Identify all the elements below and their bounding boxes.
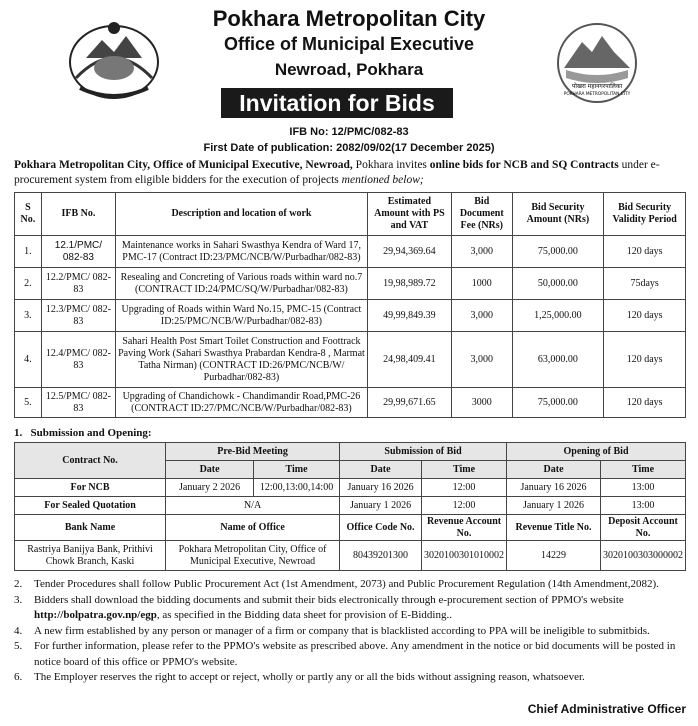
cell-validity: 120 days [604, 300, 686, 332]
cell-desc: Upgrading of Chandichowk - Chandimandir Road,PMC-26 (CONTRACT ID:27/PMC/NCB/W/Purbadhar/082-83) [116, 388, 368, 418]
table-row [15, 388, 686, 418]
sub-time-header: Time [422, 461, 507, 479]
sq-prebid: N/A [166, 497, 340, 515]
signoff: Chief Administrative Officer [527, 702, 686, 716]
note-item [14, 639, 686, 670]
ncb-label: For NCB [15, 479, 166, 497]
submission-title: Submission and Opening: [30, 427, 152, 439]
contract-no-header: Contract No. [15, 443, 166, 479]
note-item [14, 670, 686, 686]
cell-validity: 120 days [604, 332, 686, 388]
opening-header: Opening of Bid [507, 443, 686, 461]
ncb-prebid-time: 12:00,13:00,14:00 [254, 479, 340, 497]
logo-text-english: POKHARA METROPOLITAN CITY [563, 92, 631, 97]
cell-ifb: 12.1/PMC/ 082-83 [41, 236, 115, 268]
cell-security: 50,000.00 [512, 268, 604, 300]
submission-header-row [15, 443, 686, 461]
ppmo-link[interactable]: http://bolpatra.gov.np/egp [34, 609, 157, 621]
col-sn: S No. [15, 193, 42, 236]
logo-text-nepali: पोखरा महानगरपालिका [571, 83, 623, 90]
prebid-date-header: Date [166, 461, 254, 479]
cell-security: 1,25,000.00 [512, 300, 604, 332]
intro-bold-2: online bids for NCB and SQ Contracts [429, 159, 619, 171]
sub-date-header: Date [340, 461, 422, 479]
cell-validity: 120 days [604, 236, 686, 268]
cell-security: 63,000.00 [512, 332, 604, 388]
submission-number: 1. [14, 427, 23, 439]
prebid-header: Pre-Bid Meeting [166, 443, 340, 461]
ncb-prebid-date: January 2 2026 [166, 479, 254, 497]
page-title: Pokhara Metropolitan City [212, 6, 486, 31]
cell-sn: 2. [15, 268, 42, 300]
cell-amount: 24,98,409.41 [367, 332, 451, 388]
cell-amount: 19,98,989.72 [367, 268, 451, 300]
revenue-title: 14229 [507, 541, 601, 571]
submission-table [14, 442, 686, 571]
sq-sub-date: January 1 2026 [340, 497, 422, 515]
revenue-account: 3020100301010002 [422, 541, 507, 571]
note-text: For further information, please refer to the PPMO's website as prescribed above. Any amendment in the notice or bid documents will be posted in notice board of this office or PPMO's website. [34, 640, 676, 668]
works-table [14, 192, 686, 418]
cell-ifb: 12.5/PMC/ 082-83 [41, 388, 115, 418]
cell-desc: Maintenance works in Sahari Swasthya Kendra of Ward 17, PMC-17 (Contract ID:23/PMC/NCB/W/Purbadhar/082-83) [116, 236, 368, 268]
cell-ifb: 12.3/PMC/ 082-83 [41, 300, 115, 332]
sq-row [15, 497, 686, 515]
note-text: Bidders shall download the bidding documents and submit their bids electronically through e-procurement section of PPMO's website [34, 593, 624, 606]
note-text: The Employer reserves the right to accept or reject, wholly or partly any or all the bids without assigning reason, whatsoever. [34, 671, 585, 683]
note-text: A new firm established by any person or manager of a firm or company that is blacklisted according to PPA will be ineligible to submitbids. [34, 624, 650, 637]
cell-desc: Resealing and Concreting of Various roads within ward no.7 (CONTRACT ID:24/PMC/SQ/W/Purbadhar/082-83) [116, 268, 368, 300]
cell-amount: 49,99,849.39 [367, 300, 451, 332]
cell-validity: 75days [604, 268, 686, 300]
cell-security: 75,000.00 [512, 388, 604, 418]
office-code: 80439201300 [340, 541, 422, 571]
cell-sn: 4. [15, 332, 42, 388]
ncb-row [15, 479, 686, 497]
col-security: Bid Security Amount (NRs) [512, 193, 604, 236]
col-amount: Estimated Amount with PS and VAT [367, 193, 451, 236]
intro-paragraph [14, 158, 684, 188]
ncb-sub-time: 12:00 [422, 479, 507, 497]
cell-fee: 1000 [451, 268, 512, 300]
note-text-2: , as specified in the Bidding data sheet for provision of E-Bidding.. [156, 609, 452, 621]
table-row [15, 332, 686, 388]
cell-amount: 29,99,671.65 [367, 388, 451, 418]
cell-fee: 3000 [451, 388, 512, 418]
cell-ifb: 12.2/PMC/ 082-83 [41, 268, 115, 300]
submission-header: Submission of Bid [340, 443, 507, 461]
intro-bold: Pokhara Metropolitan City, Office of Municipal Executive, Newroad, [14, 159, 353, 171]
cell-fee: 3,000 [451, 236, 512, 268]
table-row [15, 236, 686, 268]
table-row [15, 268, 686, 300]
cell-validity: 120 days [604, 388, 686, 418]
cell-desc: Upgrading of Roads within Ward No.15, PMC-15 (Contract ID:25/PMC/NCB/W/Purbadhar/082-83) [116, 300, 368, 332]
notes-list [14, 577, 686, 686]
intro-text-2: under e-procurement system from eligible bidders for the execution of projects [14, 159, 660, 186]
col-desc: Description and location of work [116, 193, 368, 236]
ncb-sub-date: January 16 2026 [340, 479, 422, 497]
note-number: 3. [14, 593, 23, 606]
bank-header-row [15, 515, 686, 541]
ncb-open-time: 13:00 [601, 479, 686, 497]
open-time-header: Time [601, 461, 686, 479]
prebid-time-header: Time [254, 461, 340, 479]
office-name: Office of Municipal Executive [223, 34, 475, 54]
bank-name: Rastriya Banijya Bank, Prithivi Chowk Branch, Kaski [15, 541, 166, 571]
deposit-account: 3020100303000002 [601, 541, 686, 571]
ifb-number: IFB No: 12/PMC/082-83 [289, 126, 409, 138]
cell-sn: 5. [15, 388, 42, 418]
office-code-header: Office Code No. [340, 515, 422, 541]
intro-text-1: Pokhara invites [352, 159, 430, 171]
cell-sn: 1. [15, 236, 42, 268]
cell-fee: 3,000 [451, 300, 512, 332]
note-item [14, 577, 686, 593]
office-name-cell: Pokhara Metropolitan City, Office of Municipal Executive, Newroad [166, 541, 340, 571]
sq-label: For Sealed Quotation [15, 497, 166, 515]
col-ifb: IFB No. [41, 193, 115, 236]
cell-security: 75,000.00 [512, 236, 604, 268]
cell-sn: 3. [15, 300, 42, 332]
sq-sub-time: 12:00 [422, 497, 507, 515]
works-header-row [15, 193, 686, 236]
table-row [15, 300, 686, 332]
deposit-account-header: Deposit Account No. [601, 515, 686, 541]
bank-name-header: Bank Name [15, 515, 166, 541]
office-address: Newroad, Pokhara [274, 60, 424, 79]
cell-fee: 3,000 [451, 332, 512, 388]
note-item [14, 593, 686, 624]
cell-amount: 29,94,369.64 [367, 236, 451, 268]
note-number: 6. [14, 671, 23, 683]
col-fee: Bid Document Fee (NRs) [451, 193, 512, 236]
ncb-open-date: January 16 2026 [507, 479, 601, 497]
col-validity: Bid Security Validity Period [604, 193, 686, 236]
submission-section-title [14, 427, 152, 439]
note-number: 2. [14, 578, 23, 590]
publication-date: First Date of publication: 2082/09/02(17 December 2025) [203, 142, 495, 154]
notice-title: Invitation for Bids [221, 88, 453, 118]
revenue-title-header: Revenue Title No. [507, 515, 601, 541]
cell-ifb: 12.4/PMC/ 082-83 [41, 332, 115, 388]
sq-open-date: January 1 2026 [507, 497, 601, 515]
revenue-account-header: Revenue Account No. [422, 515, 507, 541]
sq-open-time: 13:00 [601, 497, 686, 515]
bank-row [15, 541, 686, 571]
open-date-header: Date [507, 461, 601, 479]
office-name-header: Name of Office [166, 515, 340, 541]
note-item [14, 624, 686, 640]
note-number: 5. [14, 640, 23, 652]
cell-desc: Sahari Health Post Smart Toilet Construction and Foottrack Paving Work (Sahari Swasthya Prabardan Kendra-8 , Marmat Tatha Nirman) (CONTRACT ID:26/PMC/NCB/W/ Purbadhar/082-83) [116, 332, 368, 388]
note-number: 4. [14, 624, 23, 637]
note-text: Tender Procedures shall follow Public Procurement Act (1st Amendment, 2073) and Public Procurement Regulation (14th Amendment,2082). [34, 578, 659, 590]
intro-italic: mentioned below; [341, 174, 424, 186]
